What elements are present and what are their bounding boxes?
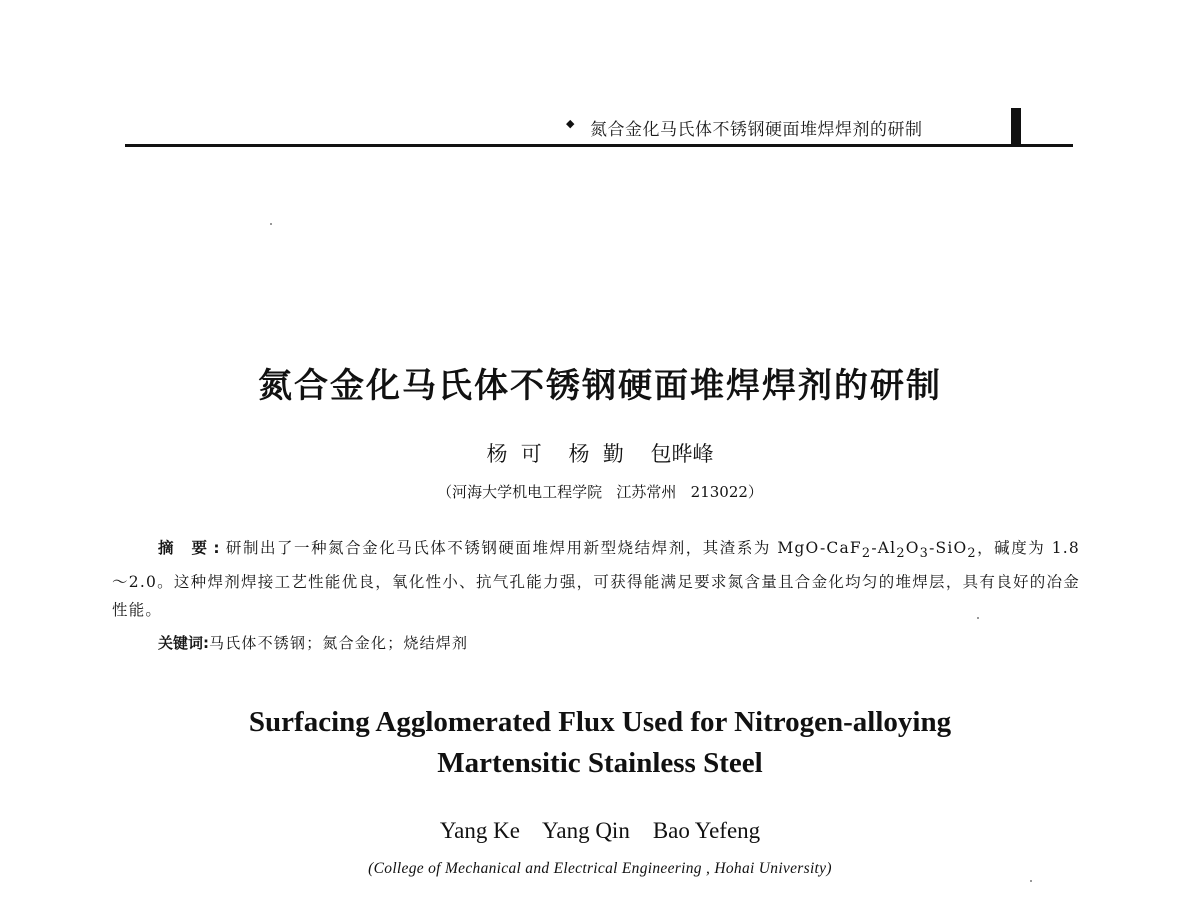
authors-en: Yang Ke Yang Qin Bao Yefeng [439,818,761,843]
abstract-text-5: ，碱度为 1.8～2.0。这种焊剂焊接工艺性能优良，氧化性小、抗气孔能力强，可获得能满足要求氮含量且合金化均匀的堆焊层，具有良好的冶金性能。 [112,539,1080,620]
abstract-sub-1: 2 [861,546,872,562]
abstract-sub-4: 2 [967,546,977,562]
abstract-text-1: 研制出了一种氮合金化马氏体不锈钢硬面堆焊用新型烧结焊剂，其渣系为 MgO-CaF [225,539,862,557]
abstract-sub-2: 2 [896,546,906,562]
scan-speck [270,223,272,225]
abstract-text-4: -SiO [929,539,968,557]
abstract-cn [112,534,1080,624]
keywords-text: 马氏体不锈钢；氮合金化；烧结焊剂 [209,634,469,652]
paper-title-en-line2: Martensitic Stainless Steel [437,747,763,779]
authors-cn: 杨 可 杨 勤 包晔峰 [486,442,714,466]
keywords-label: 关键词: [158,634,209,652]
paper-title-en-line1: Surfacing Agglomerated Flux Used for Nitrogen-alloying [248,706,952,738]
header-bullet-icon: ◆ [566,117,575,130]
affiliation-cn: （河海大学机电工程学院 江苏常州 213022） [437,483,763,501]
header-black-block [1011,108,1021,146]
paper-title-cn: 氮合金化马氏体不锈钢硬面堆焊焊剂的研制 [258,366,942,406]
keywords-cn [158,632,468,653]
abstract-label: 摘 要: [158,539,226,557]
abstract-text-2: -Al [871,539,897,557]
affiliation-en: (College of Mechanical and Electrical Engineering , Hohai University) [368,860,832,877]
header-rule [125,144,1073,147]
running-header-title: 氮合金化马氏体不锈钢硬面堆焊焊剂的研制 [590,120,923,140]
abstract-text-3: O [905,539,920,557]
paper-title-en [0,702,1200,784]
abstract-sub-3: 3 [919,546,930,562]
scan-speck [1030,880,1032,882]
